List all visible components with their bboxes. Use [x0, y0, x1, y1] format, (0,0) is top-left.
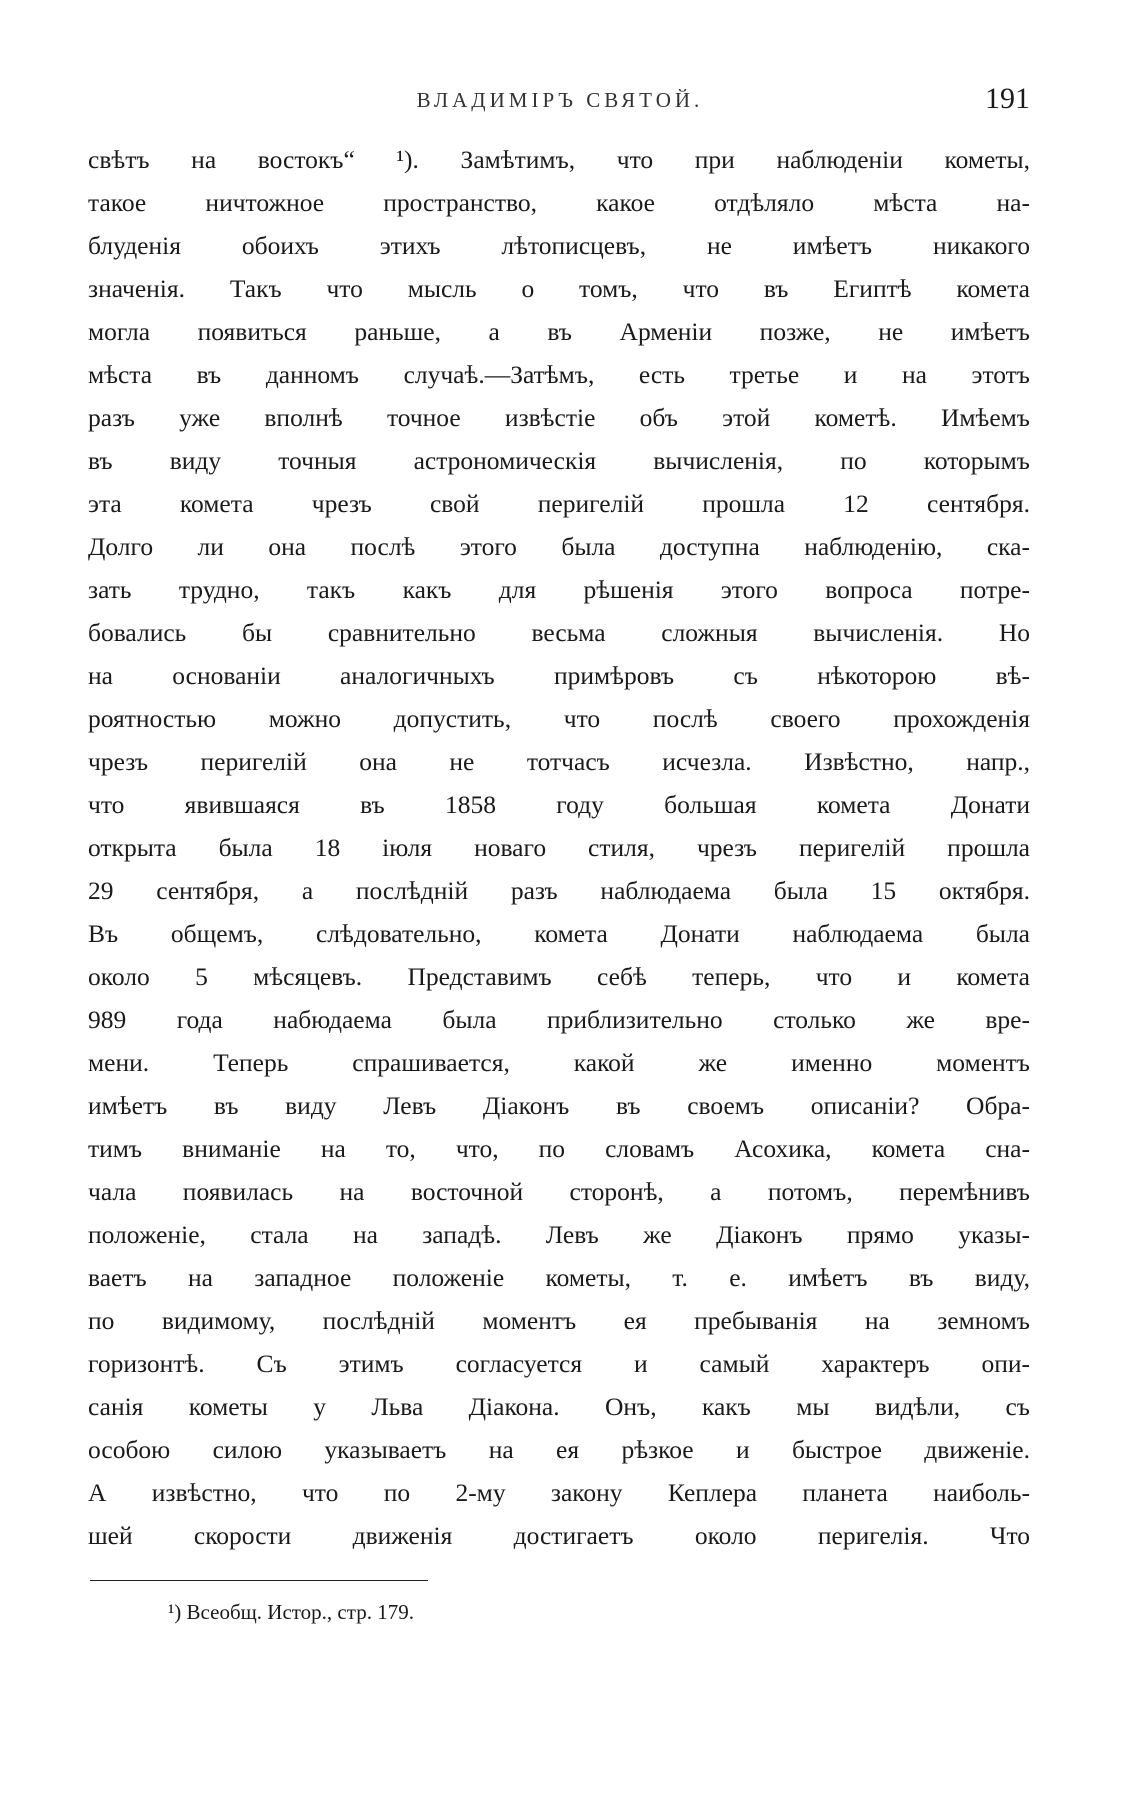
text-line: зать трудно, такъ какъ для рѣшенія этого вопроса потре-: [88, 575, 1030, 604]
text-line: бовались бы сравнительно весьма сложныя вычисленія. Но: [88, 618, 1030, 647]
text-line: особою силою указываетъ на ея рѣзкое и быстрое движеніе.: [88, 1435, 1030, 1464]
body-text: [88, 138, 1030, 1557]
text-line: значенія. Такъ что мысль о томъ, что въ Египтѣ комета: [88, 274, 1030, 303]
text-line: могла появиться раньше, а въ Арменіи позже, не имѣетъ: [88, 317, 1030, 346]
text-line: эта комета чрезъ свой перигелій прошла 12 сентября.: [88, 489, 1030, 518]
text-line: горизонтѣ. Съ этимъ согласуется и самый характеръ опи-: [88, 1349, 1030, 1378]
text-line: тимъ вниманіе на то, что, по словамъ Асохика, комета сна-: [88, 1134, 1030, 1163]
running-title: ВЛАДИМІРЪ СВЯТОЙ.: [416, 88, 704, 112]
text-line: блуденія обоихъ этихъ лѣтописцевъ, не имѣетъ никакого: [88, 231, 1030, 260]
text-line: имѣетъ въ виду Левъ Діаконъ въ своемъ описаніи? Обра-: [88, 1091, 1030, 1120]
text-line: на основаніи аналогичныхъ примѣровъ съ нѣкоторою вѣ-: [88, 661, 1030, 690]
text-line: разъ уже вполнѣ точное извѣстіе объ этой кометѣ. Имѣемъ: [88, 403, 1030, 432]
text-line: ваетъ на западное положеніе кометы, т. е. имѣетъ въ виду,: [88, 1263, 1030, 1292]
text-line: что явившаяся въ 1858 году большая комета Донати: [88, 790, 1030, 819]
text-line: санія кометы у Льва Діакона. Онъ, какъ мы видѣли, съ: [88, 1392, 1030, 1421]
text-line: по видимому, послѣдній моментъ ея пребыванія на земномъ: [88, 1306, 1030, 1335]
text-line: 29 сентября, а послѣдній разъ наблюдаема была 15 октября.: [88, 876, 1030, 905]
text-line: Въ общемъ, слѣдовательно, комета Донати наблюдаема была: [88, 919, 1030, 948]
text-line: мени. Теперь спрашивается, какой же именно моментъ: [88, 1048, 1030, 1077]
text-line: такое ничтожное пространство, какое отдѣляло мѣста на-: [88, 188, 1030, 217]
text-line: около 5 мѣсяцевъ. Представимъ себѣ теперь, что и комета: [88, 962, 1030, 991]
text-line: чала появилась на восточной сторонѣ, а потомъ, перемѣнивъ: [88, 1177, 1030, 1206]
text-line: свѣтъ на востокъ“ ¹). Замѣтимъ, что при наблюденіи кометы,: [88, 145, 1030, 174]
running-head: [90, 82, 1030, 118]
text-line: шей скорости движенія достигаетъ около перигелія. Что: [88, 1521, 1030, 1550]
text-line: 989 года набюдаема была приблизительно столько же вре-: [88, 1005, 1030, 1034]
text-line: въ виду точныя астрономическія вычисленія, по которымъ: [88, 446, 1030, 475]
text-line: открыта была 18 іюля новаго стиля, чрезъ перигелій прошла: [88, 833, 1030, 862]
text-line: чрезъ перигелій она не тотчасъ исчезла. Извѣстно, напр.,: [88, 747, 1030, 776]
footnote: ¹) Всеобщ. Истор., стр. 179.: [168, 1600, 414, 1624]
page-number: 191: [985, 82, 1030, 115]
text-line: мѣста въ данномъ случаѣ.—Затѣмъ, есть третье и на этотъ: [88, 360, 1030, 389]
text-line: А извѣстно, что по 2-му закону Кеплера планета наиболь-: [88, 1478, 1030, 1507]
text-line: Долго ли она послѣ этого была доступна наблюденію, ска-: [88, 532, 1030, 561]
footnote-rule: [90, 1580, 428, 1581]
text-line: роятностью можно допустить, что послѣ своего прохожденія: [88, 704, 1030, 733]
text-line: положеніе, стала на западѣ. Левъ же Діаконъ прямо указы-: [88, 1220, 1030, 1249]
